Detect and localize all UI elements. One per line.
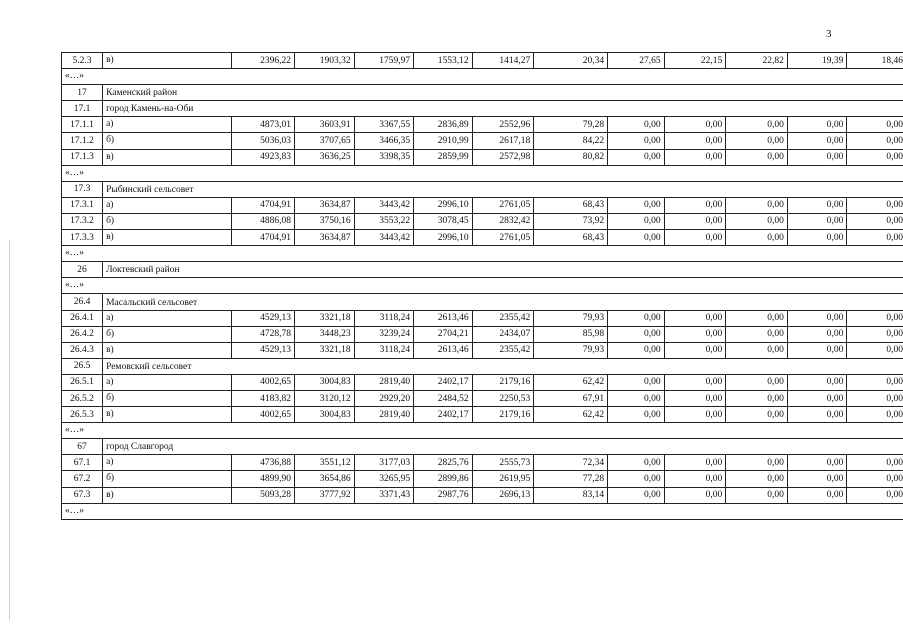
value-cell: 0,00 bbox=[787, 213, 847, 229]
value-cell: 0,00 bbox=[608, 133, 664, 149]
value-cell: 2836,89 bbox=[414, 117, 473, 133]
section-row bbox=[62, 358, 903, 374]
value-cell: 0,00 bbox=[664, 390, 726, 406]
row-number: 17.3.2 bbox=[62, 213, 103, 229]
row-subitem: а) bbox=[103, 455, 232, 471]
value-cell: 0,00 bbox=[847, 197, 903, 213]
value-cell: 5093,28 bbox=[232, 487, 295, 503]
value-cell: 0,00 bbox=[847, 455, 903, 471]
section-title: Ремовский сельсовет bbox=[103, 358, 903, 374]
value-cell: 2572,98 bbox=[472, 149, 534, 165]
value-cell: 0,00 bbox=[847, 117, 903, 133]
value-cell: 0,00 bbox=[608, 326, 664, 342]
row-number: 67.3 bbox=[62, 487, 103, 503]
value-cell: 2355,42 bbox=[472, 342, 534, 358]
value-cell: 3777,92 bbox=[295, 487, 355, 503]
section-number: 26 bbox=[62, 262, 103, 278]
value-cell: 0,00 bbox=[726, 213, 788, 229]
value-cell: 4728,78 bbox=[232, 326, 295, 342]
value-cell: 3443,42 bbox=[354, 230, 414, 246]
value-cell: 0,00 bbox=[664, 374, 726, 390]
value-cell: 0,00 bbox=[847, 342, 903, 358]
row-number: 67.2 bbox=[62, 471, 103, 487]
value-cell: 79,93 bbox=[534, 342, 608, 358]
value-cell: 4002,65 bbox=[232, 374, 295, 390]
value-cell: 20,34 bbox=[534, 53, 608, 69]
omission-marker: «…» bbox=[62, 69, 903, 85]
value-cell: 84,22 bbox=[534, 133, 608, 149]
table-row bbox=[62, 326, 903, 342]
value-cell: 2761,05 bbox=[472, 197, 534, 213]
value-cell: 2819,40 bbox=[354, 407, 414, 423]
value-cell: 2402,17 bbox=[414, 374, 473, 390]
value-cell: 0,00 bbox=[787, 390, 847, 406]
section-number: 26.4 bbox=[62, 294, 103, 310]
value-cell: 3466,35 bbox=[354, 133, 414, 149]
value-cell: 2555,73 bbox=[472, 455, 534, 471]
row-number: 26.4.3 bbox=[62, 342, 103, 358]
value-cell: 0,00 bbox=[608, 471, 664, 487]
value-cell: 2617,18 bbox=[472, 133, 534, 149]
value-cell: 2355,42 bbox=[472, 310, 534, 326]
value-cell: 0,00 bbox=[726, 374, 788, 390]
value-cell: 3177,03 bbox=[354, 455, 414, 471]
row-subitem: а) bbox=[103, 117, 232, 133]
value-cell: 80,82 bbox=[534, 149, 608, 165]
value-cell: 3078,45 bbox=[414, 213, 473, 229]
row-subitem: б) bbox=[103, 133, 232, 149]
value-cell: 3398,35 bbox=[354, 149, 414, 165]
value-cell: 0,00 bbox=[787, 326, 847, 342]
value-cell: 67,91 bbox=[534, 390, 608, 406]
value-cell: 0,00 bbox=[664, 407, 726, 423]
value-cell: 2250,53 bbox=[472, 390, 534, 406]
value-cell: 4704,91 bbox=[232, 230, 295, 246]
row-subitem: в) bbox=[103, 407, 232, 423]
value-cell: 0,00 bbox=[664, 471, 726, 487]
value-cell: 2910,99 bbox=[414, 133, 473, 149]
row-number: 26.4.2 bbox=[62, 326, 103, 342]
value-cell: 0,00 bbox=[847, 407, 903, 423]
omission-marker: «…» bbox=[62, 246, 903, 262]
value-cell: 0,00 bbox=[787, 407, 847, 423]
row-number: 26.4.1 bbox=[62, 310, 103, 326]
value-cell: 3321,18 bbox=[295, 310, 355, 326]
value-cell: 0,00 bbox=[787, 374, 847, 390]
row-subitem: а) bbox=[103, 197, 232, 213]
value-cell: 0,00 bbox=[664, 117, 726, 133]
ellipsis-row bbox=[62, 278, 903, 294]
row-number: 26.5.2 bbox=[62, 390, 103, 406]
value-cell: 1553,12 bbox=[414, 53, 473, 69]
value-cell: 3265,95 bbox=[354, 471, 414, 487]
omission-marker: «…» bbox=[62, 423, 903, 439]
ellipsis-row bbox=[62, 165, 903, 181]
value-cell: 0,00 bbox=[664, 326, 726, 342]
value-cell: 2761,05 bbox=[472, 230, 534, 246]
omission-marker: «…» bbox=[62, 278, 903, 294]
value-cell: 3750,16 bbox=[295, 213, 355, 229]
value-cell: 2552,96 bbox=[472, 117, 534, 133]
value-cell: 0,00 bbox=[608, 230, 664, 246]
value-cell: 1759,97 bbox=[354, 53, 414, 69]
value-cell: 0,00 bbox=[608, 197, 664, 213]
value-cell: 0,00 bbox=[787, 342, 847, 358]
value-cell: 0,00 bbox=[787, 149, 847, 165]
value-cell: 2859,99 bbox=[414, 149, 473, 165]
value-cell: 0,00 bbox=[726, 487, 788, 503]
row-subitem: б) bbox=[103, 471, 232, 487]
value-cell: 0,00 bbox=[664, 342, 726, 358]
section-number: 26.5 bbox=[62, 358, 103, 374]
value-cell: 3603,91 bbox=[295, 117, 355, 133]
value-cell: 73,92 bbox=[534, 213, 608, 229]
value-cell: 79,93 bbox=[534, 310, 608, 326]
value-cell: 2996,10 bbox=[414, 230, 473, 246]
value-cell: 0,00 bbox=[608, 310, 664, 326]
section-title: Локтевский район bbox=[103, 262, 903, 278]
table-row bbox=[62, 149, 903, 165]
value-cell: 62,42 bbox=[534, 407, 608, 423]
value-cell: 4899,90 bbox=[232, 471, 295, 487]
value-cell: 0,00 bbox=[726, 407, 788, 423]
section-number: 67 bbox=[62, 439, 103, 455]
row-number: 5.2.3 bbox=[62, 53, 103, 69]
value-cell: 0,00 bbox=[608, 455, 664, 471]
value-cell: 2402,17 bbox=[414, 407, 473, 423]
row-subitem: в) bbox=[103, 53, 232, 69]
section-title: Каменский район bbox=[103, 85, 903, 101]
value-cell: 0,00 bbox=[726, 471, 788, 487]
value-cell: 79,28 bbox=[534, 117, 608, 133]
value-cell: 2613,46 bbox=[414, 342, 473, 358]
value-cell: 4183,82 bbox=[232, 390, 295, 406]
row-subitem: в) bbox=[103, 342, 232, 358]
value-cell: 3448,23 bbox=[295, 326, 355, 342]
row-number: 17.3.3 bbox=[62, 230, 103, 246]
row-subitem: в) bbox=[103, 487, 232, 503]
row-subitem: а) bbox=[103, 374, 232, 390]
value-cell: 2179,16 bbox=[472, 407, 534, 423]
value-cell: 2613,46 bbox=[414, 310, 473, 326]
value-cell: 77,28 bbox=[534, 471, 608, 487]
value-cell: 4529,13 bbox=[232, 310, 295, 326]
value-cell: 0,00 bbox=[726, 455, 788, 471]
value-cell: 0,00 bbox=[726, 230, 788, 246]
section-number: 17 bbox=[62, 85, 103, 101]
value-cell: 72,34 bbox=[534, 455, 608, 471]
value-cell: 0,00 bbox=[664, 455, 726, 471]
value-cell: 2696,13 bbox=[472, 487, 534, 503]
value-cell: 0,00 bbox=[847, 213, 903, 229]
value-cell: 0,00 bbox=[664, 133, 726, 149]
value-cell: 0,00 bbox=[726, 342, 788, 358]
value-cell: 0,00 bbox=[787, 197, 847, 213]
table-body bbox=[62, 53, 903, 520]
value-cell: 0,00 bbox=[847, 374, 903, 390]
value-cell: 1414,27 bbox=[472, 53, 534, 69]
value-cell: 18,46 bbox=[847, 53, 903, 69]
omission-marker: «…» bbox=[62, 165, 903, 181]
value-cell: 0,00 bbox=[608, 149, 664, 165]
value-cell: 0,00 bbox=[608, 117, 664, 133]
value-cell: 2987,76 bbox=[414, 487, 473, 503]
value-cell: 2929,20 bbox=[354, 390, 414, 406]
value-cell: 3553,22 bbox=[354, 213, 414, 229]
value-cell: 3118,24 bbox=[354, 342, 414, 358]
ellipsis-row bbox=[62, 246, 903, 262]
value-cell: 0,00 bbox=[847, 390, 903, 406]
value-cell: 3551,12 bbox=[295, 455, 355, 471]
section-number: 17.1 bbox=[62, 101, 103, 117]
table-row bbox=[62, 390, 903, 406]
value-cell: 0,00 bbox=[847, 326, 903, 342]
value-cell: 2704,21 bbox=[414, 326, 473, 342]
value-cell: 2619,95 bbox=[472, 471, 534, 487]
table-row bbox=[62, 471, 903, 487]
section-title: город Камень-на-Оби bbox=[103, 101, 903, 117]
value-cell: 0,00 bbox=[608, 342, 664, 358]
value-cell: 2396,22 bbox=[232, 53, 295, 69]
value-cell: 0,00 bbox=[847, 133, 903, 149]
table-row bbox=[62, 133, 903, 149]
value-cell: 0,00 bbox=[787, 310, 847, 326]
value-cell: 0,00 bbox=[726, 326, 788, 342]
value-cell: 3634,87 bbox=[295, 230, 355, 246]
section-title: город Славгород bbox=[103, 439, 903, 455]
value-cell: 0,00 bbox=[847, 230, 903, 246]
omission-marker: «…» bbox=[62, 503, 903, 519]
value-cell: 3004,83 bbox=[295, 407, 355, 423]
value-cell: 2434,07 bbox=[472, 326, 534, 342]
value-cell: 19,39 bbox=[787, 53, 847, 69]
row-number: 17.1.3 bbox=[62, 149, 103, 165]
value-cell: 0,00 bbox=[608, 374, 664, 390]
table-row bbox=[62, 374, 903, 390]
value-cell: 0,00 bbox=[664, 213, 726, 229]
row-number: 26.5.1 bbox=[62, 374, 103, 390]
table-row bbox=[62, 455, 903, 471]
row-number: 17.3.1 bbox=[62, 197, 103, 213]
value-cell: 4873,01 bbox=[232, 117, 295, 133]
row-subitem: б) bbox=[103, 390, 232, 406]
table-row bbox=[62, 407, 903, 423]
value-cell: 5036,03 bbox=[232, 133, 295, 149]
value-cell: 1903,32 bbox=[295, 53, 355, 69]
value-cell: 3239,24 bbox=[354, 326, 414, 342]
value-cell: 0,00 bbox=[664, 230, 726, 246]
value-cell: 2179,16 bbox=[472, 374, 534, 390]
row-number: 67.1 bbox=[62, 455, 103, 471]
value-cell: 2819,40 bbox=[354, 374, 414, 390]
value-cell: 0,00 bbox=[608, 390, 664, 406]
value-cell: 3654,86 bbox=[295, 471, 355, 487]
value-cell: 0,00 bbox=[787, 455, 847, 471]
table-row bbox=[62, 197, 903, 213]
value-cell: 0,00 bbox=[847, 487, 903, 503]
value-cell: 3004,83 bbox=[295, 374, 355, 390]
value-cell: 0,00 bbox=[664, 149, 726, 165]
value-cell: 2832,42 bbox=[472, 213, 534, 229]
table-row bbox=[62, 117, 903, 133]
value-cell: 0,00 bbox=[787, 230, 847, 246]
value-cell: 0,00 bbox=[726, 310, 788, 326]
value-cell: 0,00 bbox=[787, 117, 847, 133]
value-cell: 27,65 bbox=[608, 53, 664, 69]
value-cell: 22,82 bbox=[726, 53, 788, 69]
section-row bbox=[62, 262, 903, 278]
table-row bbox=[62, 213, 903, 229]
value-cell: 0,00 bbox=[726, 390, 788, 406]
value-cell: 85,98 bbox=[534, 326, 608, 342]
ellipsis-row bbox=[62, 69, 903, 85]
ellipsis-row bbox=[62, 503, 903, 519]
value-cell: 2996,10 bbox=[414, 197, 473, 213]
row-number: 17.1.1 bbox=[62, 117, 103, 133]
value-cell: 68,43 bbox=[534, 197, 608, 213]
value-cell: 22,15 bbox=[664, 53, 726, 69]
row-subitem: б) bbox=[103, 326, 232, 342]
table-row bbox=[62, 487, 903, 503]
ellipsis-row bbox=[62, 423, 903, 439]
value-cell: 0,00 bbox=[726, 117, 788, 133]
value-cell: 0,00 bbox=[787, 471, 847, 487]
value-cell: 0,00 bbox=[664, 310, 726, 326]
value-cell: 0,00 bbox=[608, 213, 664, 229]
table-row bbox=[62, 342, 903, 358]
section-row bbox=[62, 101, 903, 117]
value-cell: 62,42 bbox=[534, 374, 608, 390]
section-row bbox=[62, 85, 903, 101]
value-cell: 0,00 bbox=[847, 310, 903, 326]
value-cell: 4923,83 bbox=[232, 149, 295, 165]
value-cell: 0,00 bbox=[664, 197, 726, 213]
value-cell: 3120,12 bbox=[295, 390, 355, 406]
margin-rule bbox=[9, 240, 10, 620]
value-cell: 0,00 bbox=[787, 133, 847, 149]
value-cell: 2899,86 bbox=[414, 471, 473, 487]
value-cell: 3321,18 bbox=[295, 342, 355, 358]
row-subitem: б) bbox=[103, 213, 232, 229]
value-cell: 0,00 bbox=[608, 487, 664, 503]
value-cell: 0,00 bbox=[847, 149, 903, 165]
value-cell: 83,14 bbox=[534, 487, 608, 503]
row-subitem: а) bbox=[103, 310, 232, 326]
value-cell: 3707,65 bbox=[295, 133, 355, 149]
value-cell: 0,00 bbox=[608, 407, 664, 423]
section-row bbox=[62, 294, 903, 310]
value-cell: 4736,88 bbox=[232, 455, 295, 471]
section-row bbox=[62, 439, 903, 455]
value-cell: 3634,87 bbox=[295, 197, 355, 213]
section-row bbox=[62, 181, 903, 197]
value-cell: 0,00 bbox=[726, 197, 788, 213]
tariff-table bbox=[61, 52, 903, 520]
value-cell: 0,00 bbox=[787, 487, 847, 503]
section-number: 17.3 bbox=[62, 181, 103, 197]
value-cell: 0,00 bbox=[726, 149, 788, 165]
value-cell: 3118,24 bbox=[354, 310, 414, 326]
row-number: 17.1.2 bbox=[62, 133, 103, 149]
section-title: Масальский сельсовет bbox=[103, 294, 903, 310]
table-row bbox=[62, 310, 903, 326]
value-cell: 0,00 bbox=[664, 487, 726, 503]
value-cell: 4704,91 bbox=[232, 197, 295, 213]
value-cell: 0,00 bbox=[847, 471, 903, 487]
value-cell: 3367,55 bbox=[354, 117, 414, 133]
section-title: Рыбинский сельсовет bbox=[103, 181, 903, 197]
row-number: 26.5.3 bbox=[62, 407, 103, 423]
row-subitem: в) bbox=[103, 149, 232, 165]
table-row bbox=[62, 53, 903, 69]
value-cell: 2484,52 bbox=[414, 390, 473, 406]
value-cell: 4886,08 bbox=[232, 213, 295, 229]
value-cell: 0,00 bbox=[726, 133, 788, 149]
table-row bbox=[62, 230, 903, 246]
value-cell: 4002,65 bbox=[232, 407, 295, 423]
value-cell: 4529,13 bbox=[232, 342, 295, 358]
value-cell: 3443,42 bbox=[354, 197, 414, 213]
page-number: 3 bbox=[826, 28, 832, 40]
value-cell: 3636,25 bbox=[295, 149, 355, 165]
value-cell: 68,43 bbox=[534, 230, 608, 246]
value-cell: 2825,76 bbox=[414, 455, 473, 471]
value-cell: 3371,43 bbox=[354, 487, 414, 503]
row-subitem: в) bbox=[103, 230, 232, 246]
